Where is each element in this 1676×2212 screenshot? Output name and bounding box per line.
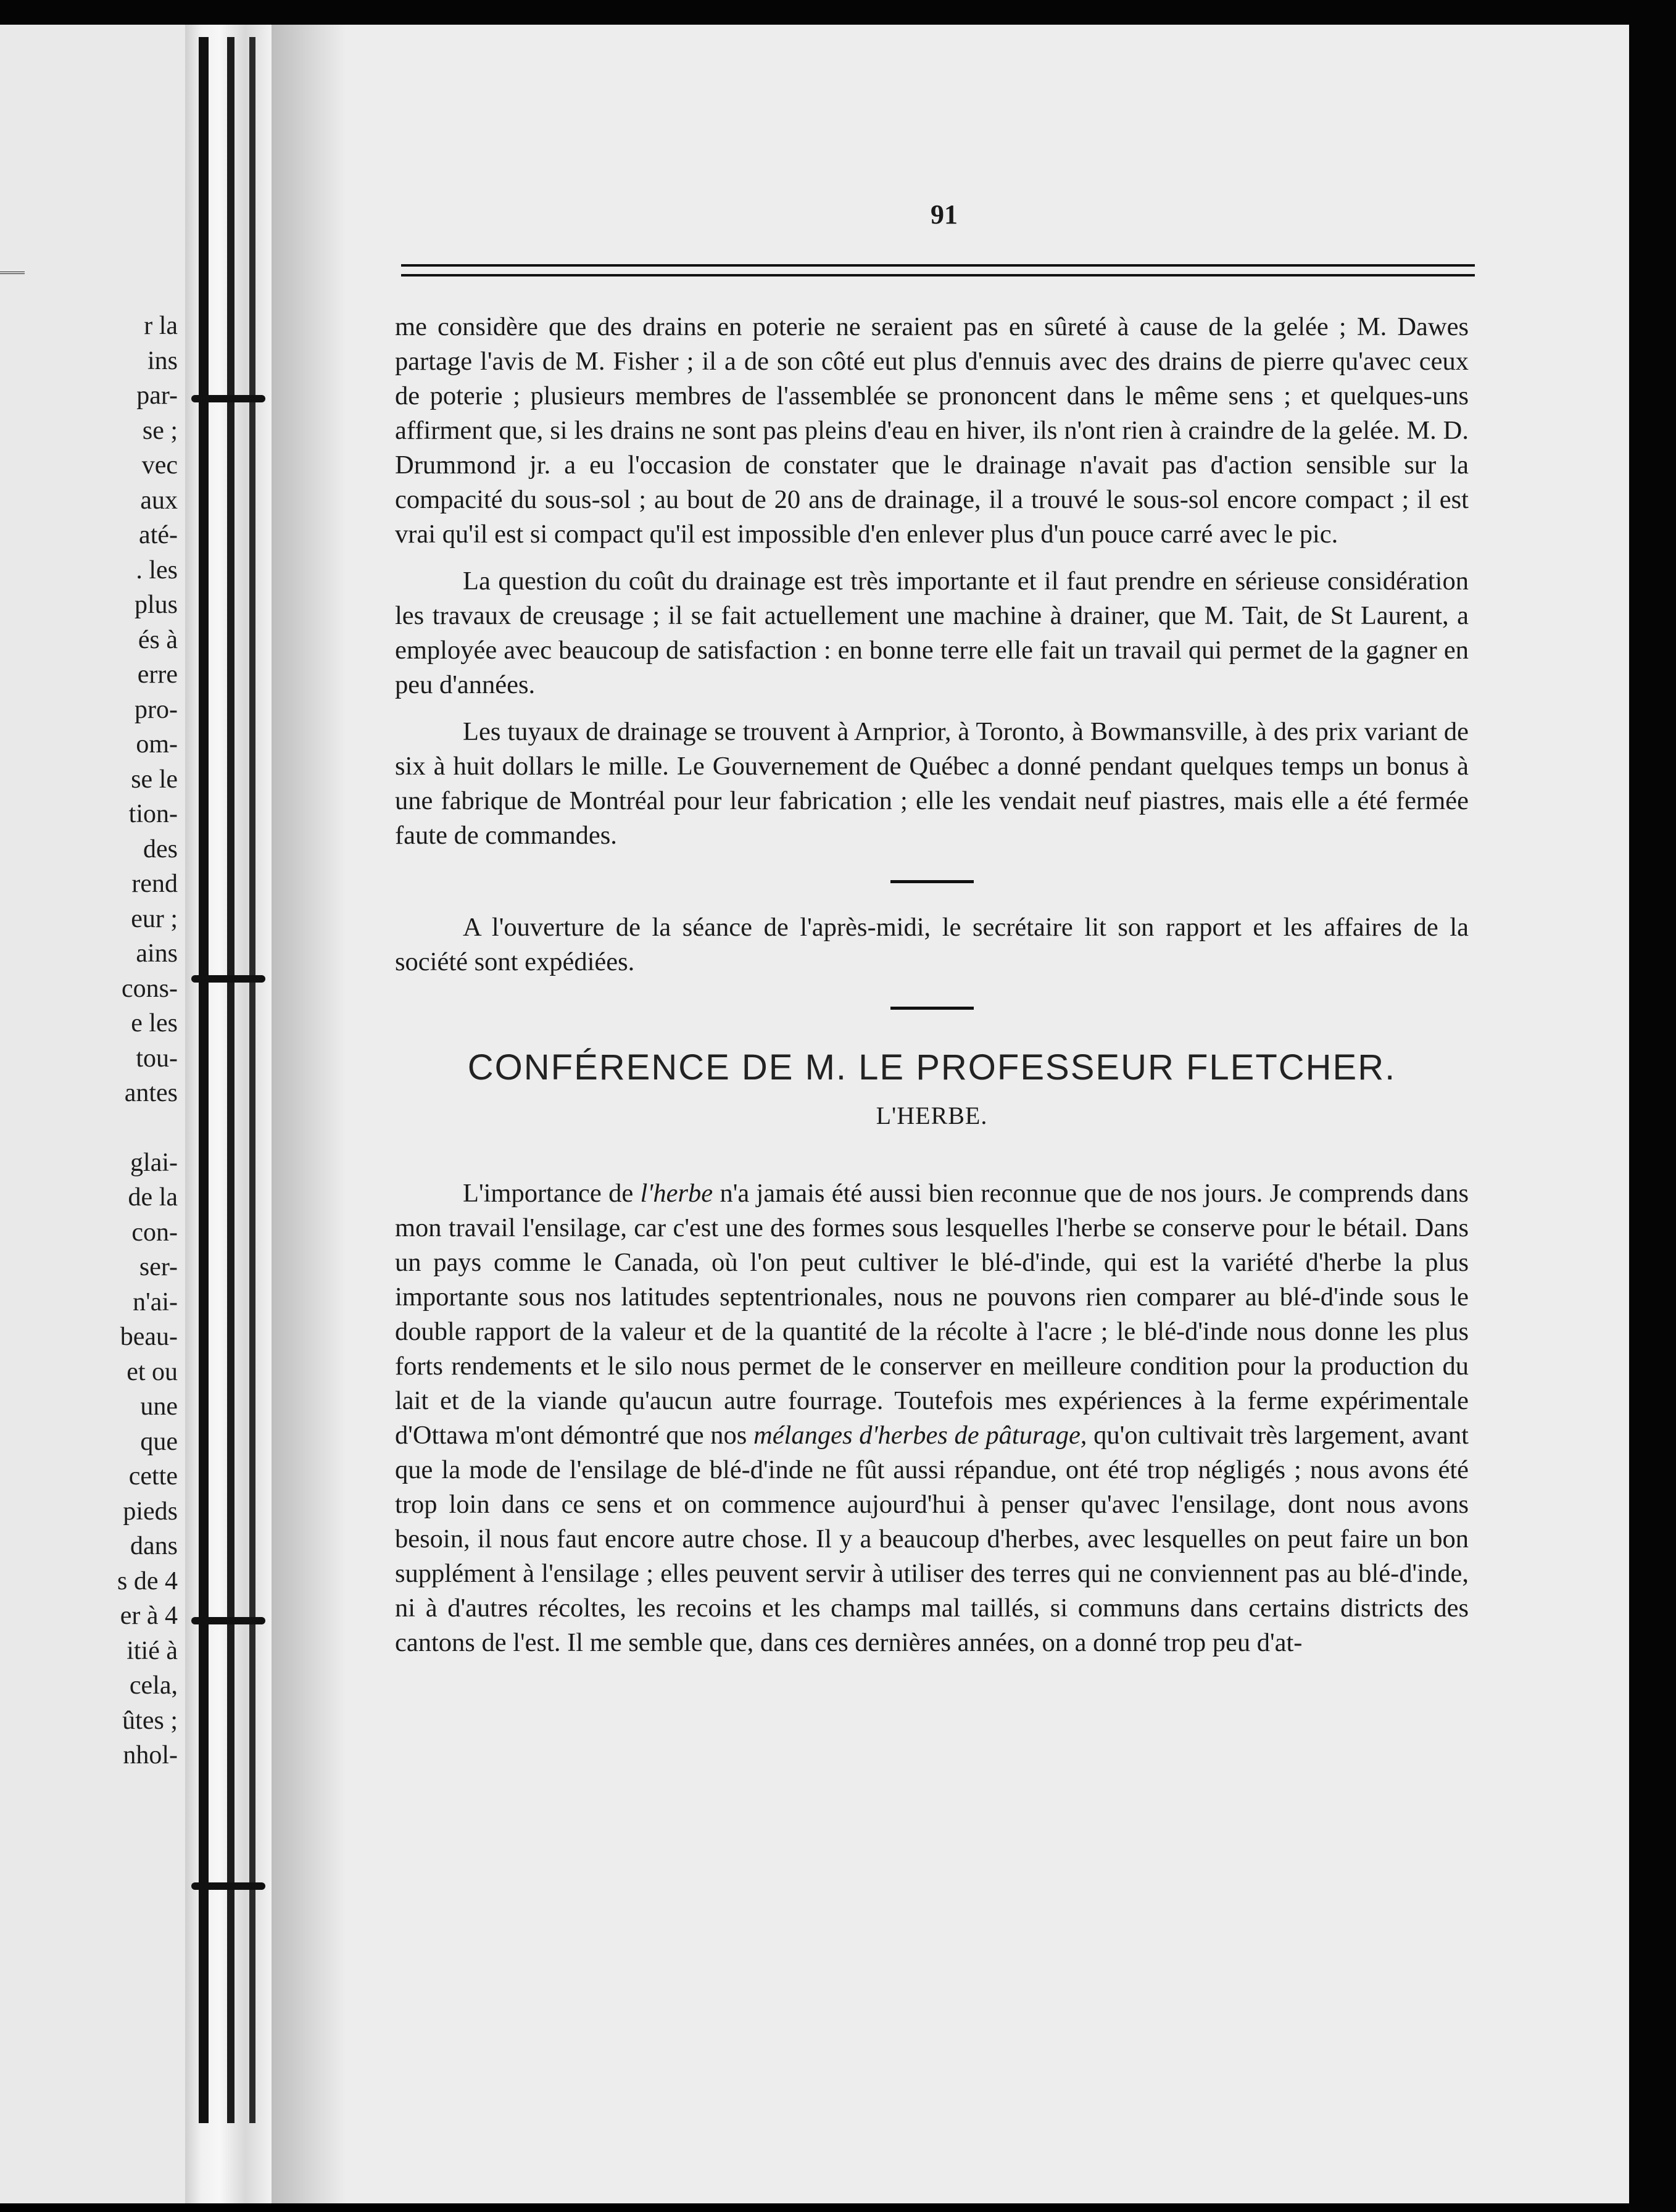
facing-page-line: erre: [137, 660, 178, 689]
facing-page-line: vec: [141, 451, 178, 480]
facing-page-line: que: [140, 1427, 178, 1456]
facing-page-line: és à: [138, 625, 178, 654]
facing-page-line: r la: [144, 312, 178, 340]
facing-page-line: pro-: [135, 695, 178, 724]
text-run: qu'on cultivait très largement, avant que la mode de l'ensilage de blé-d'inde ne fût aussi répandue, ont été trop négligés ; nous avons été trop loin dans ce sens et on commence aujourd'hui à penser qu'avec l'ensilage, dont nous avons besoin, il nous faut encore autre chose. Il y a beaucoup d'herbes, avec lesquelles on peut faire un bon supplément à l'ensilage ; elles peuvent servir à utiliser des terres qui ne conviennent pas au blé-d'inde, ni à d'autres récoltes, les recoins et les champs mal taillés, si communs dans certains districts des cantons de l'est. Il me semble que, dans ces dernières années, on a donné trop peu d'at-: [395, 1421, 1469, 1657]
facing-page-line: plus: [134, 591, 178, 619]
binding-bar: [249, 37, 255, 2123]
facing-page-fragment: [0, 25, 185, 2203]
section-divider: [890, 880, 974, 883]
conference-title: CONFÉRENCE DE M. LE PROFESSEUR FLETCHER.: [467, 1047, 1396, 1087]
facing-page-line: se ;: [142, 416, 178, 445]
facing-page-line: tou-: [136, 1044, 178, 1073]
paragraph-afternoon-session: A l'ouverture de la séance de l'après-midi, le secrétaire lit son rapport et les affaires de la société sont expédiées.: [395, 913, 1469, 976]
paragraph-drain-pipes: Les tuyaux de drainage se trouvent à Arnprior, à Toronto, à Bowmansville, à des prix variant de six à huit dollars le mille. Le Gouvernement de Québec a donné pendant quelques temps un bonus à une fabrique de Montréal pour leur fabrication ; elle les vendait neuf piastres, mais elle a été fermée faute de commandes.: [395, 717, 1469, 850]
italic-term: l'herbe: [640, 1179, 713, 1208]
facing-page-line: itié à: [127, 1636, 178, 1665]
paragraph-grass-importance: [395, 1176, 1469, 1660]
binding-bar: [199, 37, 209, 2123]
text-run: n'a jamais été aussi bien reconnue que de nos jours. Je comprends dans mon travail l'ensilage, car c'est une des formes sous lesquelles l'herbe se conserve pour le bétail. Dans un pays comme le Canada, où l'on peut cultiver le blé-d'inde, qui est la variété d'herbe la plus importante sous nos latitudes septentrionales, nous ne pouvons rien comparer au blé-d'inde sous le double rapport de la valeur et de la quantité de la récolte à l'acre ; le blé-d'inde nous donne les plus forts rendements et le silo nous permet de le conserver en meilleure condition pour la production du lait et de la viande qu'aucun autre fourrage. Toutefois mes expériences à la ferme expérimentale d'Ottawa m'ont démontré que nos: [395, 1179, 1469, 1450]
facing-page-line: ains: [136, 939, 178, 968]
facing-page-line: até-: [139, 521, 178, 549]
facing-page-line: ûtes ;: [122, 1706, 178, 1735]
conference-subtitle: L'HERBE.: [876, 1102, 988, 1129]
facing-page-line: er à 4: [120, 1602, 178, 1630]
facing-page-line: n'ai-: [133, 1287, 178, 1316]
facing-page-line: tion-: [128, 800, 178, 828]
facing-page-line: par-: [136, 381, 178, 410]
facing-page-line: des: [143, 834, 178, 863]
facing-page-line: ins: [147, 346, 178, 375]
facing-page-line: cela,: [129, 1671, 178, 1700]
italic-term: mélanges d'herbes de pâturage,: [753, 1421, 1087, 1450]
section-divider: [890, 1007, 974, 1010]
facing-page-line: eur ;: [131, 904, 178, 933]
facing-page-line: cette: [128, 1462, 178, 1491]
paragraph-drains-frost: me considère que des drains en poterie ne seraient pas en sûreté à cause de la gelée ; M. Dawes partage l'avis de M. Fisher ; il a de son côté eut plus d'ennuis avec des drains de pierre qu'avec ceux de poterie ; plusieurs membres de l'assemblée se prononcent dans le même sens ; et quelques-uns affirment que, si les drains ne sont pas pleins d'eau en hiver, ils n'ont rien à craindre de la gelée. M. D. Drummond jr. a eu l'occasion de constater que le drainage n'avait pas d'action sensible sur la compacité du sous-sol ; au bout de 20 ans de drainage, il a trouvé le sous-sol encore compact ; il est vrai qu'il est si compact qu'il est impossible d'en enlever plus d'un pouce carré avec le pic.: [395, 312, 1469, 549]
facing-page-line: ser-: [139, 1253, 178, 1281]
facing-page-line: glai-: [130, 1148, 178, 1177]
facing-page-line: pieds: [123, 1497, 178, 1526]
page-body: [395, 310, 1469, 1673]
page-shadow: [272, 25, 346, 2203]
facing-page-line: dans: [130, 1532, 178, 1560]
scan-top-border: [0, 0, 1676, 25]
binding-stitch: [191, 395, 265, 402]
facing-page-line: cons-: [122, 974, 178, 1003]
facing-page-line: de la: [128, 1183, 178, 1212]
binding-stitch: [191, 975, 265, 983]
book-page: [272, 25, 1629, 2203]
facing-page-line: nhol-: [123, 1741, 178, 1769]
facing-page-line: beau-: [120, 1323, 178, 1351]
header-double-rule: [401, 264, 1475, 276]
facing-page-line: aux: [140, 486, 178, 515]
facing-page-line: antes: [124, 1079, 178, 1107]
facing-page-line: et ou: [127, 1357, 178, 1386]
facing-page-line: e les: [131, 1009, 178, 1037]
binding-bar: [227, 37, 234, 2123]
binding-stitch: [191, 1617, 265, 1624]
facing-page-line: con-: [131, 1218, 178, 1247]
binding-stitch: [191, 1882, 265, 1890]
page-number: 91: [931, 199, 958, 230]
facing-page-line: rend: [131, 870, 178, 898]
facing-page-line: une: [140, 1392, 178, 1421]
facing-page-line: . les: [136, 555, 178, 584]
scan-right-border: [1629, 0, 1676, 2212]
facing-page-rule: [0, 272, 25, 274]
facing-page-line: om-: [136, 730, 178, 759]
paragraph-drainage-cost: La question du coût du drainage est très importante et il faut prendre en sérieuse considération les travaux de creusage ; il se fait actuellement une machine à drainer, que M. Tait, de St Laurent, a employée avec beaucoup de satisfaction : en bonne terre elle fait un travail qui permet de la gagner en peu d'années.: [395, 567, 1469, 699]
facing-page-line: se le: [131, 765, 178, 794]
facing-page-line: s de 4: [117, 1566, 178, 1595]
text-run: L'importance de: [463, 1179, 641, 1208]
